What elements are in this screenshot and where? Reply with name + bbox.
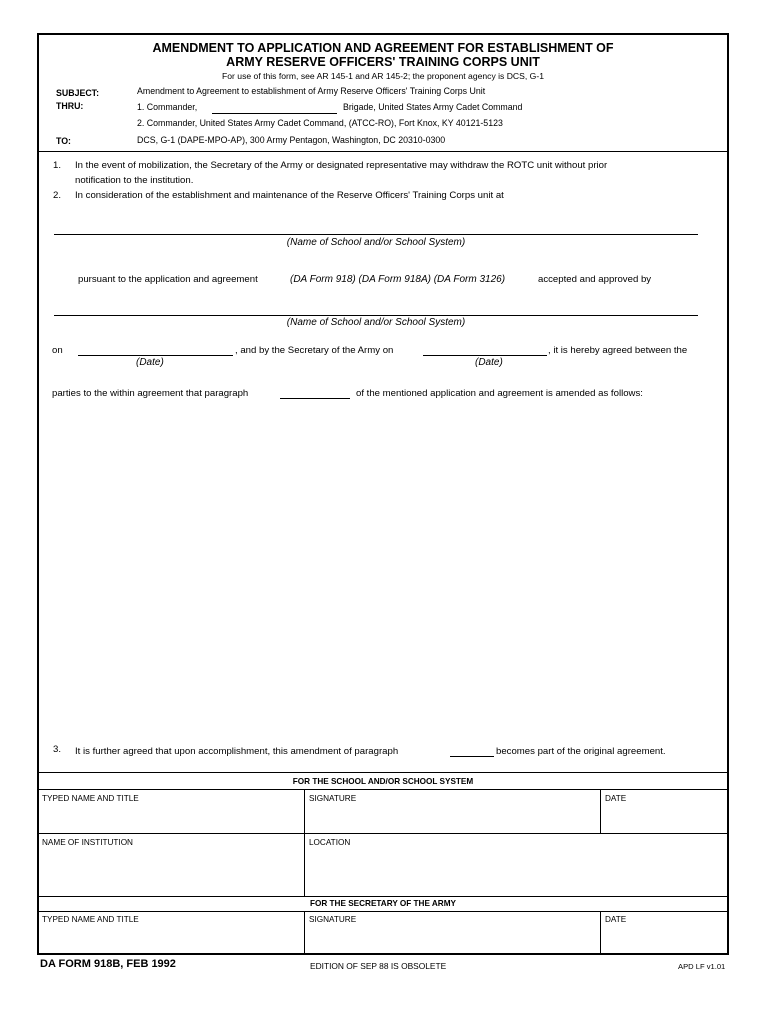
paragraph-input[interactable] <box>280 398 350 399</box>
amendment-text-area[interactable] <box>52 407 716 737</box>
pursuant-text: pursuant to the application and agreement <box>78 274 258 285</box>
army-signature-label: SIGNATURE <box>309 915 357 924</box>
item2-number: 2. <box>53 190 62 201</box>
school-signature-label: SIGNATURE <box>309 794 357 803</box>
army-section-top <box>39 896 727 897</box>
school-typed-name-input[interactable] <box>41 805 301 831</box>
school-caption-1: (Name of School and/or School System) <box>286 237 466 248</box>
parties-text: parties to the within agreement that paragraph <box>52 388 249 399</box>
thru-line1-prefix: 1. Commander, <box>137 102 198 112</box>
form-number: DA FORM 918B, FEB 1992 <box>40 958 176 970</box>
form-border <box>37 33 729 955</box>
army-date-input[interactable] <box>423 355 547 356</box>
date-caption-1: (Date) <box>136 357 164 368</box>
army-column-divider-1 <box>304 911 305 953</box>
item1-line1: In the event of mobilization, the Secretary of the Army or designated representative may withdraw the ROTC unit without prior <box>75 160 608 171</box>
forms-options: (DA Form 918) (DA Form 918A) (DA Form 3126) <box>290 274 506 285</box>
school-signature-input[interactable] <box>307 805 597 831</box>
item3-text-b: becomes part of the original agreement. <box>496 746 666 757</box>
school-heading-divider <box>39 789 727 790</box>
school-date-label: DATE <box>605 794 627 803</box>
institution-label: NAME OF INSTITUTION <box>42 838 133 847</box>
form-title-line2: ARMY RESERVE OFFICERS' TRAINING CORPS UNIT <box>226 55 540 69</box>
army-date-field[interactable] <box>603 926 725 952</box>
location-input[interactable] <box>307 850 725 894</box>
edition-note: EDITION OF SEP 88 IS OBSOLETE <box>310 961 447 971</box>
subject-label: SUBJECT: <box>56 88 100 98</box>
amended-text: of the mentioned application and agreement is amended as follows: <box>356 388 643 399</box>
accepted-text: accepted and approved by <box>538 274 652 285</box>
subject-text: Amendment to Agreement to establishment of Army Reserve Officers' Training Corps Unit <box>137 86 486 96</box>
army-typed-name-input[interactable] <box>41 926 301 952</box>
secretary-text: , and by the Secretary of the Army on <box>235 345 394 356</box>
army-typed-name-label: TYPED NAME AND TITLE <box>42 915 139 924</box>
item3-number: 3. <box>53 744 62 755</box>
agreed-text: , it is hereby agreed between the <box>548 345 688 356</box>
school-column-divider-1 <box>304 789 305 896</box>
to-label: TO: <box>56 136 71 146</box>
form-subtitle: For use of this form, see AR 145-1 and AR 145-2; the proponent agency is DCS, G-1 <box>222 71 544 81</box>
army-heading-divider <box>39 911 727 912</box>
version-label: APD LF v1.01 <box>678 962 726 971</box>
location-label: LOCATION <box>309 838 351 847</box>
school-date-field[interactable] <box>603 805 725 831</box>
item3-paragraph-input[interactable] <box>450 756 494 757</box>
brigade-input[interactable] <box>212 113 337 114</box>
form-title-line1: AMENDMENT TO APPLICATION AND AGREEMENT FOR ESTABLISHMENT OF <box>152 41 614 55</box>
to-text: DCS, G-1 (DAPE-MPO-AP), 300 Army Pentagon, Washington, DC 20310-0300 <box>137 135 446 145</box>
thru-label: THRU: <box>56 101 84 111</box>
item1-number: 1. <box>53 160 62 171</box>
on-text: on <box>52 345 63 356</box>
army-section-heading: FOR THE SECRETARY OF THE ARMY <box>309 899 456 908</box>
item3-text-a: It is further agreed that upon accomplishment, this amendment of paragraph <box>75 746 399 757</box>
army-column-divider-2 <box>600 911 601 953</box>
army-signature-input[interactable] <box>307 926 597 952</box>
routing-divider <box>39 151 727 152</box>
school-section-top <box>39 772 727 773</box>
school-caption-2: (Name of School and/or School System) <box>286 317 466 328</box>
school-date-input[interactable] <box>78 355 233 356</box>
school-column-divider-2 <box>600 789 601 833</box>
item2-text: In consideration of the establishment and maintenance of the Reserve Officers' Training Corps unit at <box>75 190 504 201</box>
institution-input[interactable] <box>41 850 301 894</box>
school-name-input-1[interactable] <box>54 234 698 235</box>
thru-line2: 2. Commander, United States Army Cadet Command, (ATCC-RO), Fort Knox, KY 40121-5123 <box>137 118 503 128</box>
army-date-label: DATE <box>605 915 627 924</box>
date-caption-2: (Date) <box>475 357 503 368</box>
thru-line1-suffix: Brigade, United States Army Cadet Command <box>343 102 523 112</box>
school-typed-name-label: TYPED NAME AND TITLE <box>42 794 139 803</box>
school-name-input-2[interactable] <box>54 315 698 316</box>
school-section-heading: FOR THE SCHOOL AND/OR SCHOOL SYSTEM <box>292 777 474 786</box>
school-row-divider <box>39 833 727 834</box>
item1-line2: notification to the institution. <box>75 175 194 186</box>
